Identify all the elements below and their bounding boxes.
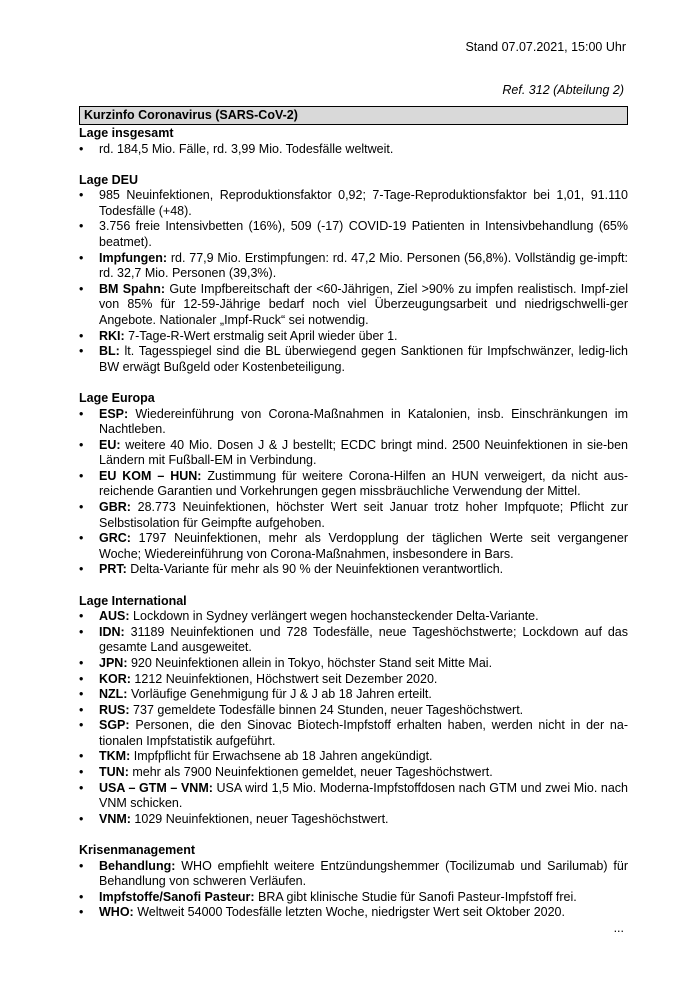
list-item xyxy=(79,812,628,828)
item-label: USA – GTM – VNM: xyxy=(99,780,213,795)
bullet-icon xyxy=(79,531,91,547)
item-text: Weltweit 54000 Todesfälle letzten Woche, niedrigster Wert seit Oktober 2020. xyxy=(133,905,565,920)
list-item xyxy=(79,500,628,531)
list-item xyxy=(79,188,628,219)
bullet-icon xyxy=(79,469,91,485)
item-label: WHO: xyxy=(99,905,134,920)
item-label: PRT: xyxy=(99,562,127,577)
bullet-icon xyxy=(79,407,91,423)
item-label: GRC: xyxy=(99,531,131,546)
list-item xyxy=(79,142,628,158)
list-item xyxy=(79,219,628,250)
item-label: Impfungen: xyxy=(99,250,168,265)
item-text: 1797 Neuinfektionen, mehr als Verdopplung der täglichen Werte seit vergangener Woche; Wiedereinführung von Corona-Maßnahmen, insbesondere in Bars. xyxy=(99,531,628,561)
list-item xyxy=(79,859,628,890)
item-text: Impfpflicht für Erwachsene ab 18 Jahren angekündigt. xyxy=(130,749,433,764)
list-item xyxy=(79,749,628,765)
bullet-list xyxy=(79,859,628,921)
bullet-list xyxy=(79,407,628,579)
section-heading: Krisenmanagement xyxy=(79,842,196,857)
item-text: mehr als 7900 Neuinfektionen gemeldet, neuer Tageshöchstwert. xyxy=(128,765,493,780)
item-text: rd. 77,9 Mio. Erstimpfungen: rd. 47,2 Mio. Personen (56,8%). Vollständig ge-impft: rd. 32,7 Mio. Personen (39,3%). xyxy=(99,250,628,281)
item-text: 3.756 freie Intensivbetten (16%), 509 (-17) COVID-19 Patienten in Intensivbehandlung (65% beatmet). xyxy=(99,219,628,250)
item-label: AUS: xyxy=(99,609,130,624)
list-item xyxy=(79,703,628,719)
bullet-icon xyxy=(79,438,91,454)
bullet-icon xyxy=(79,749,91,765)
item-label: VNM: xyxy=(99,811,131,826)
item-label: TUN: xyxy=(99,765,129,780)
bullet-icon xyxy=(79,609,91,625)
item-label: IDN: xyxy=(99,624,125,639)
item-text: Gute Impfbereitschaft der <60-Jährigen, Ziel >90% zu impfen realistisch. Impf-ziel von 85% für 12-59-Jährige bedarf noch viel Überzeugungsarbeit und niedrigschwelli-ger Angebote. Nationaler „Impf-Ruck“ sei notwendig. xyxy=(99,281,628,328)
bullet-icon xyxy=(79,656,91,672)
item-label: TKM: xyxy=(99,749,131,764)
list-item xyxy=(79,625,628,656)
bullet-icon xyxy=(79,890,91,906)
item-text: 737 gemeldete Todesfälle binnen 24 Stunden, neuer Tageshöchstwert. xyxy=(129,702,524,717)
document-body xyxy=(79,106,628,936)
list-item xyxy=(79,344,628,375)
section xyxy=(79,843,628,921)
item-text: Zustimmung für weitere Corona-Hilfen an HUN verweigert, da nicht aus-reichende Garantien und Vorkehrungen gegen missbräuchliche Verwendung der Mittel. xyxy=(99,468,628,499)
item-label: EU KOM – HUN: xyxy=(99,468,202,483)
bullet-list xyxy=(79,188,628,375)
item-label: BL: xyxy=(99,344,120,359)
bullet-list xyxy=(79,142,628,158)
item-label: BM Spahn: xyxy=(99,281,166,296)
item-label: ESP: xyxy=(99,406,129,421)
item-text: lt. Tagesspiegel sind die BL überwiegend gegen Sanktionen für Impfschwänzer, ledig-lich BW erwägt Bußgeld oder Kostenbeteiligung. xyxy=(99,344,628,374)
bullet-icon xyxy=(79,905,91,921)
item-label: NZL: xyxy=(99,687,128,702)
document-reference: Ref. 312 (Abteilung 2) xyxy=(502,83,624,97)
item-text: WHO empfiehlt weitere Entzündungshemmer (Tocilizumab und Sarilumab) für Behandlung von schweren Verläufen. xyxy=(99,858,628,889)
item-label: RKI: xyxy=(99,328,125,343)
bullet-icon xyxy=(79,142,91,158)
item-text: BRA gibt klinische Studie für Sanofi Pasteur-Impfstoff frei. xyxy=(254,889,577,904)
bullet-icon xyxy=(79,781,91,797)
continuation-marker: ... xyxy=(613,921,624,935)
bullet-icon xyxy=(79,219,91,235)
bullet-icon xyxy=(79,812,91,828)
list-item xyxy=(79,672,628,688)
item-label: JPN: xyxy=(99,655,128,670)
bullet-icon xyxy=(79,672,91,688)
bullet-icon xyxy=(79,625,91,641)
section-heading: Lage DEU xyxy=(79,172,139,187)
list-item xyxy=(79,562,628,578)
section xyxy=(79,173,628,376)
list-item xyxy=(79,407,628,438)
list-item xyxy=(79,718,628,749)
item-text: weitere 40 Mio. Dosen J & J bestellt; ECDC bringt mind. 2500 Neuinfektionen in sie-ben Ländern mit Fußball-EM in Verbindung. xyxy=(99,437,628,468)
list-item xyxy=(79,469,628,500)
item-text: Lockdown in Sydney verlängert wegen hochansteckender Delta-Variante. xyxy=(129,609,539,624)
bullet-icon xyxy=(79,329,91,345)
item-text: rd. 184,5 Mio. Fälle, rd. 3,99 Mio. Todesfälle weltweit. xyxy=(99,141,394,156)
item-text: Delta-Variante für mehr als 90 % der Neuinfektionen verantwortlich. xyxy=(126,562,504,577)
list-item xyxy=(79,609,628,625)
item-text: 28.773 Neuinfektionen, höchster Wert seit Januar trotz hoher Impfquote; Pflicht zur Selbstisolation für Geimpfte aufgehoben. xyxy=(99,500,628,530)
list-item xyxy=(79,329,628,345)
section xyxy=(79,391,628,578)
sections-container xyxy=(79,126,628,921)
section-heading: Lage insgesamt xyxy=(79,126,174,140)
list-item xyxy=(79,905,628,921)
document-date: Stand 07.07.2021, 15:00 Uhr xyxy=(465,40,626,54)
bullet-icon xyxy=(79,562,91,578)
bullet-icon xyxy=(79,282,91,298)
item-text: 1212 Neuinfektionen, Höchstwert seit Dezember 2020. xyxy=(130,671,438,686)
bullet-icon xyxy=(79,188,91,204)
bullet-list xyxy=(79,609,628,827)
list-item xyxy=(79,687,628,703)
bullet-icon xyxy=(79,703,91,719)
item-label: EU: xyxy=(99,437,121,452)
item-text: USA wird 1,5 Mio. Moderna-Impfstoffdosen nach GTM und zwei Mio. nach VNM schicken. xyxy=(99,780,629,811)
section xyxy=(79,126,628,157)
bullet-icon xyxy=(79,251,91,267)
document-title: Kurzinfo Coronavirus (SARS-CoV-2) xyxy=(79,106,628,125)
list-item xyxy=(79,781,628,812)
item-label: Impfstoffe/Sanofi Pasteur: xyxy=(99,889,255,904)
bullet-icon xyxy=(79,718,91,734)
section xyxy=(79,594,628,828)
list-item xyxy=(79,656,628,672)
item-label: SGP: xyxy=(99,718,130,733)
item-text: 985 Neuinfektionen, Reproduktionsfaktor 0,92; 7-Tage-Reproduktionsfaktor bei 1,01, 91.110 Todesfälle (+48). xyxy=(99,188,628,218)
item-text: Wiedereinführung von Corona-Maßnahmen in Katalonien, insb. Einschränkungen im Nachtleben. xyxy=(99,406,628,437)
item-text: 920 Neuinfektionen allein in Tokyo, höchster Stand seit Mitte Mai. xyxy=(127,655,493,670)
section-heading: Lage Europa xyxy=(79,390,155,405)
item-text: Personen, die den Sinovac Biotech-Impfstoff erhalten haben, werden nicht in der na-tionalen Impfstatistik aufgeführt. xyxy=(99,718,628,748)
list-item xyxy=(79,765,628,781)
list-item xyxy=(79,438,628,469)
bullet-icon xyxy=(79,500,91,516)
list-item xyxy=(79,251,628,282)
item-text: Vorläufige Genehmigung für J & J ab 18 Jahren erteilt. xyxy=(127,687,432,702)
bullet-icon xyxy=(79,687,91,703)
section-heading: Lage International xyxy=(79,593,187,608)
bullet-icon xyxy=(79,859,91,875)
list-item xyxy=(79,531,628,562)
item-label: GBR: xyxy=(99,500,131,515)
item-label: KOR: xyxy=(99,671,131,686)
bullet-icon xyxy=(79,765,91,781)
item-label: RUS: xyxy=(99,702,130,717)
list-item xyxy=(79,890,628,906)
bullet-icon xyxy=(79,344,91,360)
item-text: 7-Tage-R-Wert erstmalig seit April wieder über 1. xyxy=(124,328,398,343)
item-label: Behandlung: xyxy=(99,858,176,873)
item-text: 1029 Neuinfektionen, neuer Tageshöchstwert. xyxy=(130,811,389,826)
item-text: 31189 Neuinfektionen und 728 Todesfälle, neue Tageshöchstwerte; Lockdown auf das gesamte Land ausgeweitet. xyxy=(99,624,628,655)
list-item xyxy=(79,282,628,329)
